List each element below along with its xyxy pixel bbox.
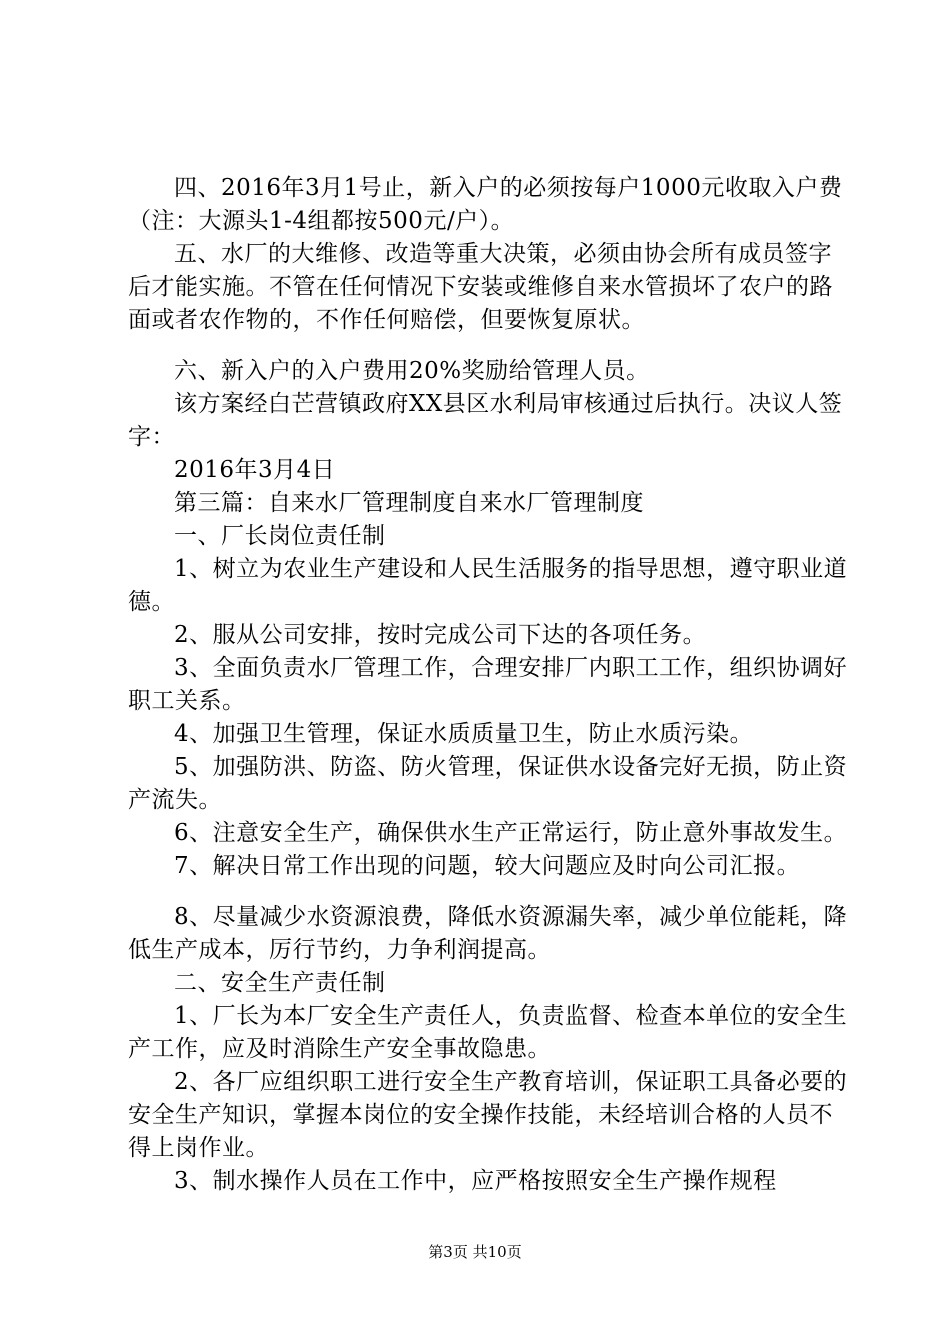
duty-item-4: 4、加强卫生管理，保证水质质量卫生，防止水质污染。 xyxy=(174,721,754,747)
paragraph-item-4: 四、2016年3月1号止，新入户的必须按每户1000元收取入户费（注：大源头1-4组都按500元/户）。 xyxy=(128,175,843,234)
paragraph-approval: 该方案经白芒营镇政府XX县区水利局审核通过后执行。决议人签字： xyxy=(128,391,843,450)
safety-item-1: 1、厂长为本厂安全生产责任人，负责监督、检查本单位的安全生产工作，应及时消除生产安全事故隐患。 xyxy=(128,1003,848,1062)
paragraph-item-5: 五、水厂的大维修、改造等重大决策，必须由协会所有成员签字后才能实施。不管在任何情况下安装或维修自来水管损坏了农户的路面或者农作物的，不作任何赔偿，但要恢复原状。 xyxy=(128,241,833,333)
paragraph-date: 2016年3月4日 xyxy=(174,457,336,483)
duty-item-5: 5、加强防洪、防盗、防火管理，保证供水设备完好无损，防止资产流失。 xyxy=(128,754,848,813)
paragraph-item-6: 六、新入户的入户费用20%奖励给管理人员。 xyxy=(174,358,650,384)
heading-safety-duty: 二、安全生产责任制 xyxy=(174,970,386,996)
page-number-footer: 第3页 共10页 xyxy=(428,1243,522,1261)
duty-item-6: 6、注意安全生产，确保供水生产正常运行，防止意外事故发生。 xyxy=(174,820,848,846)
duty-item-1: 1、树立为农业生产建设和人民生活服务的指导思想，遵守职业道德。 xyxy=(128,556,848,615)
duty-item-2: 2、服从公司安排，按时完成公司下达的各项任务。 xyxy=(174,622,707,648)
section-title-part-3: 第三篇：自来水厂管理制度自来水厂管理制度 xyxy=(174,490,644,516)
duty-item-8: 8、尽量减少水资源浪费，降低水资源漏失率，减少单位能耗，降低生产成本，厉行节约，力争利润提高。 xyxy=(128,904,848,963)
document-body xyxy=(128,172,848,1198)
duty-item-3: 3、全面负责水厂管理工作，合理安排厂内职工工作，组织协调好职工关系。 xyxy=(128,655,848,714)
safety-item-3: 3、制水操作人员在工作中，应严格按照安全生产操作规程 xyxy=(174,1168,777,1194)
safety-item-2: 2、各厂应组织职工进行安全生产教育培训，保证职工具备必要的安全生产知识，掌握本岗位的安全操作技能，未经培训合格的人员不得上岗作业。 xyxy=(128,1069,848,1161)
heading-director-duty: 一、厂长岗位责任制 xyxy=(174,523,386,549)
duty-item-7: 7、解决日常工作出现的问题，较大问题应及时向公司汇报。 xyxy=(174,853,801,879)
